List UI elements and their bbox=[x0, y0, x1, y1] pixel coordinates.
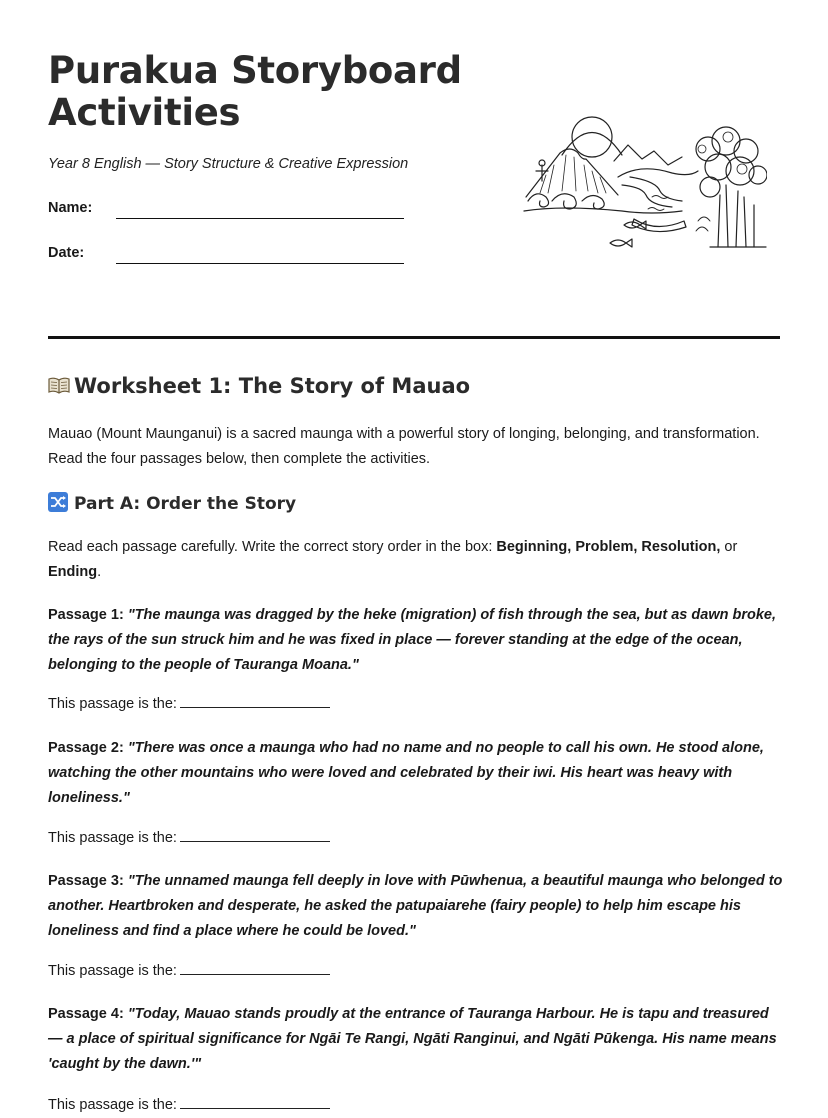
passage-label: Passage 2: bbox=[48, 740, 124, 756]
page-title: Purakua Storyboard Activities bbox=[48, 49, 462, 134]
part-a-heading bbox=[48, 492, 296, 514]
passage-text: "Today, Mauao stands proudly at the entrance of Tauranga Harbour. He is tapu and treasured — a place of spiritual significance for Ngāi Te Rangi, Ngāti Ranginui, and Ngāti Pūkenga. His name means 'caught by the dawn.'" bbox=[48, 1006, 777, 1072]
passage-label: Passage 1: bbox=[48, 607, 124, 623]
open-book-icon bbox=[48, 374, 74, 398]
passage-2 bbox=[48, 736, 783, 811]
answer-prompt: This passage is the: bbox=[48, 963, 177, 979]
passage-label: Passage 4: bbox=[48, 1006, 124, 1022]
passage-1-answer bbox=[48, 695, 330, 712]
part-a-instructions bbox=[48, 535, 783, 585]
option-resolution: Resolution, bbox=[641, 539, 721, 555]
worksheet-heading bbox=[48, 374, 470, 398]
option-beginning: Beginning, bbox=[496, 539, 572, 555]
passage-2-answer bbox=[48, 829, 330, 846]
passage-text: "The unnamed maunga fell deeply in love with Pūwhenua, a beautiful maunga who belonged to another. Heartbroken and desperate, he asked the patupaiarehe (fairy people) to help him escape his loneliness and find a place where he could be loved." bbox=[48, 873, 783, 939]
page-subtitle: Year 8 English — Story Structure & Creative Expression bbox=[48, 156, 409, 172]
passage-4 bbox=[48, 1002, 783, 1077]
mauao-landscape-illustration bbox=[522, 115, 767, 250]
passage-label: Passage 3: bbox=[48, 873, 124, 889]
shuffle-icon bbox=[48, 492, 68, 512]
passage-3 bbox=[48, 869, 783, 944]
answer-prompt: This passage is the: bbox=[48, 696, 177, 712]
answer-prompt: This passage is the: bbox=[48, 830, 177, 846]
part-a-heading-text: Part A: Order the Story bbox=[74, 494, 297, 514]
worksheet-heading-text: Worksheet 1: The Story of Mauao bbox=[74, 374, 471, 398]
option-ending: Ending bbox=[48, 564, 98, 580]
name-field bbox=[48, 200, 116, 216]
option-problem: Problem, bbox=[575, 539, 638, 555]
passage-1 bbox=[48, 603, 783, 678]
option-or: or bbox=[720, 539, 738, 555]
date-label: Date: bbox=[48, 245, 85, 261]
answer-blank[interactable] bbox=[180, 829, 330, 842]
answer-prompt: This passage is the: bbox=[48, 1097, 177, 1113]
answer-blank[interactable] bbox=[180, 1096, 330, 1109]
name-input-line[interactable] bbox=[116, 218, 404, 219]
worksheet-intro: Mauao (Mount Maunganui) is a sacred maunga with a powerful story of longing, belonging, and transformation. Read the four passages below, then complete the activities. bbox=[48, 426, 760, 467]
name-label: Name: bbox=[48, 200, 93, 216]
passage-text: "There was once a maunga who had no name and no people to call his own. He stood alone, watching the other mountains who were loved and celebrated by their iwi. His heart was heavy with loneliness." bbox=[48, 740, 764, 806]
passage-text: "The maunga was dragged by the heke (migration) of fish through the sea, but as dawn broke, the rays of the sun struck him and he was fixed in place — forever standing at the edge of the ocean, belonging to the people of Tauranga Moana." bbox=[48, 607, 776, 673]
instructions-text: Read each passage carefully. Write the correct story order in the box: bbox=[48, 539, 497, 555]
instructions-suffix: . bbox=[97, 564, 102, 580]
passage-3-answer bbox=[48, 962, 330, 979]
date-input-line[interactable] bbox=[116, 263, 404, 264]
answer-blank[interactable] bbox=[180, 695, 330, 708]
date-field bbox=[48, 245, 116, 261]
passage-4-answer bbox=[48, 1096, 330, 1113]
section-divider bbox=[48, 336, 780, 339]
answer-blank[interactable] bbox=[180, 962, 330, 975]
